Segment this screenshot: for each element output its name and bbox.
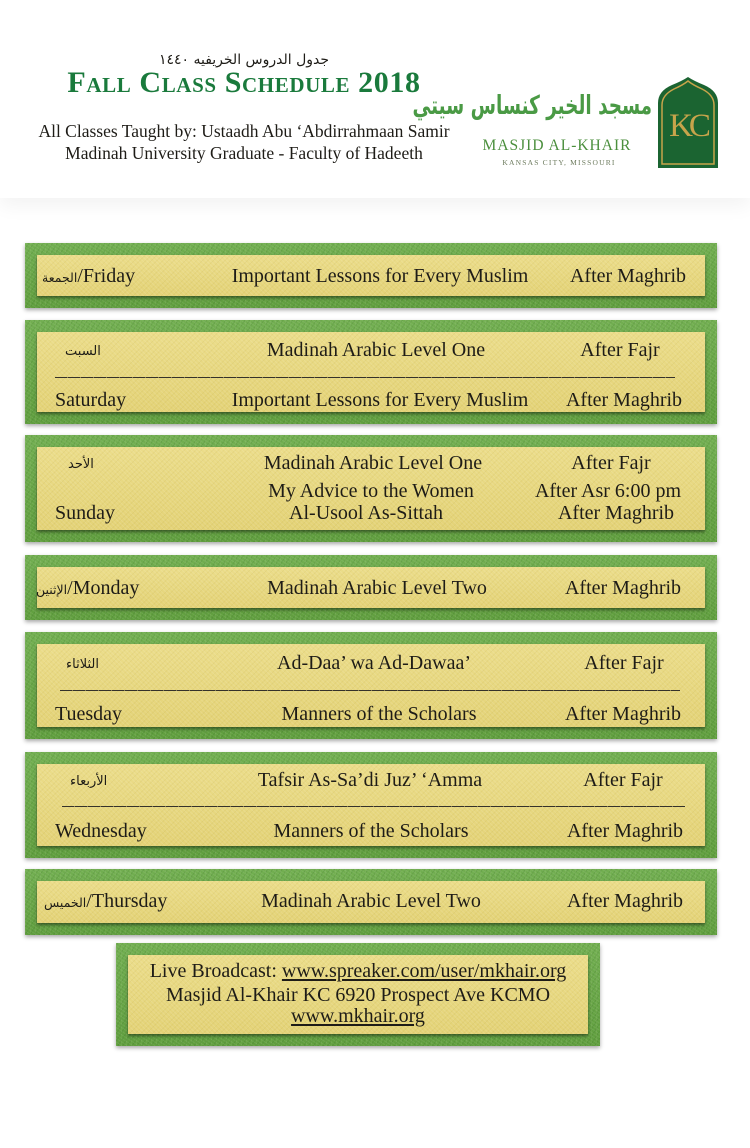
wednesday-arabic-day: الأربعاء <box>70 774 108 789</box>
logo-name: MASJID AL-KHAIR <box>482 137 632 154</box>
tuesday-time-1: After Fajr <box>584 652 664 674</box>
credential-line: Madinah University Graduate - Faculty of Hadeeth <box>65 143 423 163</box>
broadcast-label: Live Broadcast: <box>149 960 277 982</box>
monday-arabic-day: الإثنين <box>36 582 68 597</box>
saturday-english-day: Saturday <box>55 389 127 411</box>
friday-box <box>25 243 717 308</box>
tuesday-time-2: After Maghrib <box>564 703 682 725</box>
wednesday-time-2: After Maghrib <box>566 820 684 842</box>
monday-english-day: Monday <box>72 577 140 599</box>
day-separator: / <box>86 890 92 912</box>
day-separator: / <box>67 577 73 599</box>
monday-time-1: After Maghrib <box>564 577 682 599</box>
sunday-class-3: Al-Usool As-Sittah <box>289 502 443 524</box>
monday-box <box>25 555 717 620</box>
page-title: Fall Class Schedule 2018 <box>67 66 421 99</box>
monday-day-label <box>36 576 139 600</box>
saturday-class-1: Madinah Arabic Level One <box>266 339 486 361</box>
wednesday-class-1: Tafsir As-Sa’di Juz’ ‘Amma <box>257 769 483 791</box>
tuesday-arabic-day: الثلاثاء <box>66 657 99 672</box>
kc-monogram: KC <box>669 108 707 144</box>
thursday-english-day: Thursday <box>91 890 168 912</box>
saturday-arabic-day: السبت <box>65 344 101 359</box>
kc-badge <box>657 76 719 169</box>
arabic-title: جدول الدروس الخريفيه ١٤٤٠ <box>158 52 330 68</box>
tuesday-divider <box>60 690 680 691</box>
sunday-time-1: After Fajr <box>571 452 651 474</box>
teacher-line: All Classes Taught by: Ustaadh Abu ‘Abdirrahmaan Samir <box>38 121 450 141</box>
saturday-class-2: Important Lessons for Every Muslim <box>231 389 529 411</box>
thursday-class-1: Madinah Arabic Level Two <box>261 890 481 912</box>
thursday-day-label <box>44 889 167 913</box>
sunday-english-day: Sunday <box>55 502 115 524</box>
day-separator: / <box>77 265 83 287</box>
friday-day-label <box>42 264 135 288</box>
masjid-logo <box>412 70 720 176</box>
thursday-box <box>25 869 717 935</box>
friday-class-1: Important Lessons for Every Muslim <box>231 265 529 287</box>
wednesday-time-1: After Fajr <box>583 769 663 791</box>
friday-time-1: After Maghrib <box>569 265 687 287</box>
saturday-box <box>25 320 717 424</box>
broadcast-line <box>116 959 600 983</box>
tuesday-class-2: Manners of the Scholars <box>281 703 477 725</box>
logo-arabic-calligraphy: مسجد الخير كنساس سيتي <box>412 89 653 121</box>
logo-location: KANSAS CITY, MISSOURI <box>502 158 616 167</box>
saturday-time-1: After Fajr <box>580 339 660 361</box>
wednesday-class-2: Manners of the Scholars <box>273 820 469 842</box>
thursday-time-1: After Maghrib <box>566 890 684 912</box>
tuesday-english-day: Tuesday <box>55 703 123 725</box>
wednesday-box <box>25 752 717 858</box>
friday-english-day: Friday <box>82 265 136 287</box>
sunday-time-3: After Maghrib <box>557 502 675 524</box>
sunday-arabic-day: الأحد <box>68 457 94 472</box>
sunday-class-1: Madinah Arabic Level One <box>263 452 483 474</box>
website-link[interactable]: www.mkhair.org <box>291 1005 425 1027</box>
sunday-class-2: My Advice to the Women <box>268 480 474 502</box>
saturday-time-2: After Maghrib <box>565 389 683 411</box>
footer-box <box>116 943 600 1046</box>
monday-class-1: Madinah Arabic Level Two <box>267 577 487 599</box>
sunday-box <box>25 435 717 542</box>
tuesday-class-1: Ad-Daa’ wa Ad-Dawaa’ <box>277 652 471 674</box>
sunday-time-2: After Asr 6:00 pm <box>534 480 682 502</box>
website-line <box>116 1004 600 1028</box>
tuesday-box <box>25 632 717 739</box>
wednesday-divider <box>62 806 685 807</box>
saturday-divider <box>55 377 675 378</box>
thursday-arabic-day: الخميس <box>44 895 87 910</box>
broadcast-link[interactable]: www.spreaker.com/user/mkhair.org <box>281 960 567 982</box>
wednesday-english-day: Wednesday <box>55 820 147 842</box>
friday-arabic-day: الجمعة <box>42 270 78 285</box>
address-line: Masjid Al-Khair KC 6920 Prospect Ave KCMO <box>165 984 551 1006</box>
